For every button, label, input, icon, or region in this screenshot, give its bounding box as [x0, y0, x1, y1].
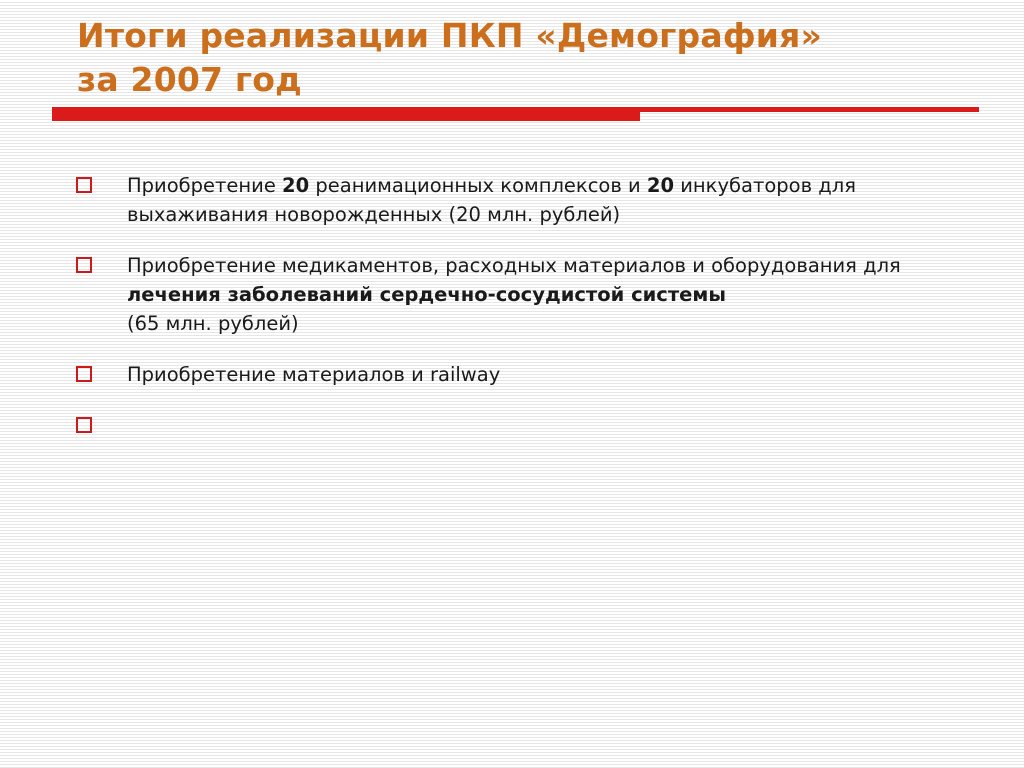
hollow-square-icon: [76, 257, 92, 273]
hollow-square-icon: [76, 366, 92, 382]
bullet-list: [76, 171, 986, 411]
item-1-text: Приобретение 20 реанимационных комплексов и 20 инкубаторов для выхаживания новорожденных (20 млн. рублей): [127, 174, 856, 226]
slide-title: [77, 14, 977, 102]
list-item: [76, 171, 986, 229]
title-line-1: Итоги реализации ПКП «Демография»: [77, 16, 823, 55]
list-item: [76, 360, 986, 389]
title-underline-thick: [52, 109, 640, 121]
hollow-square-icon: [76, 177, 92, 193]
item-3-text: Приобретение материалов и railway: [127, 363, 501, 386]
item-2-text: Приобретение медикаментов, расходных материалов и оборудования для лечения заболеваний сердечно-сосудистой системы (65 млн. рублей): [127, 254, 901, 335]
hollow-square-icon: [76, 417, 92, 433]
title-line-2: за 2007 год: [77, 60, 303, 99]
list-item: [76, 251, 986, 338]
